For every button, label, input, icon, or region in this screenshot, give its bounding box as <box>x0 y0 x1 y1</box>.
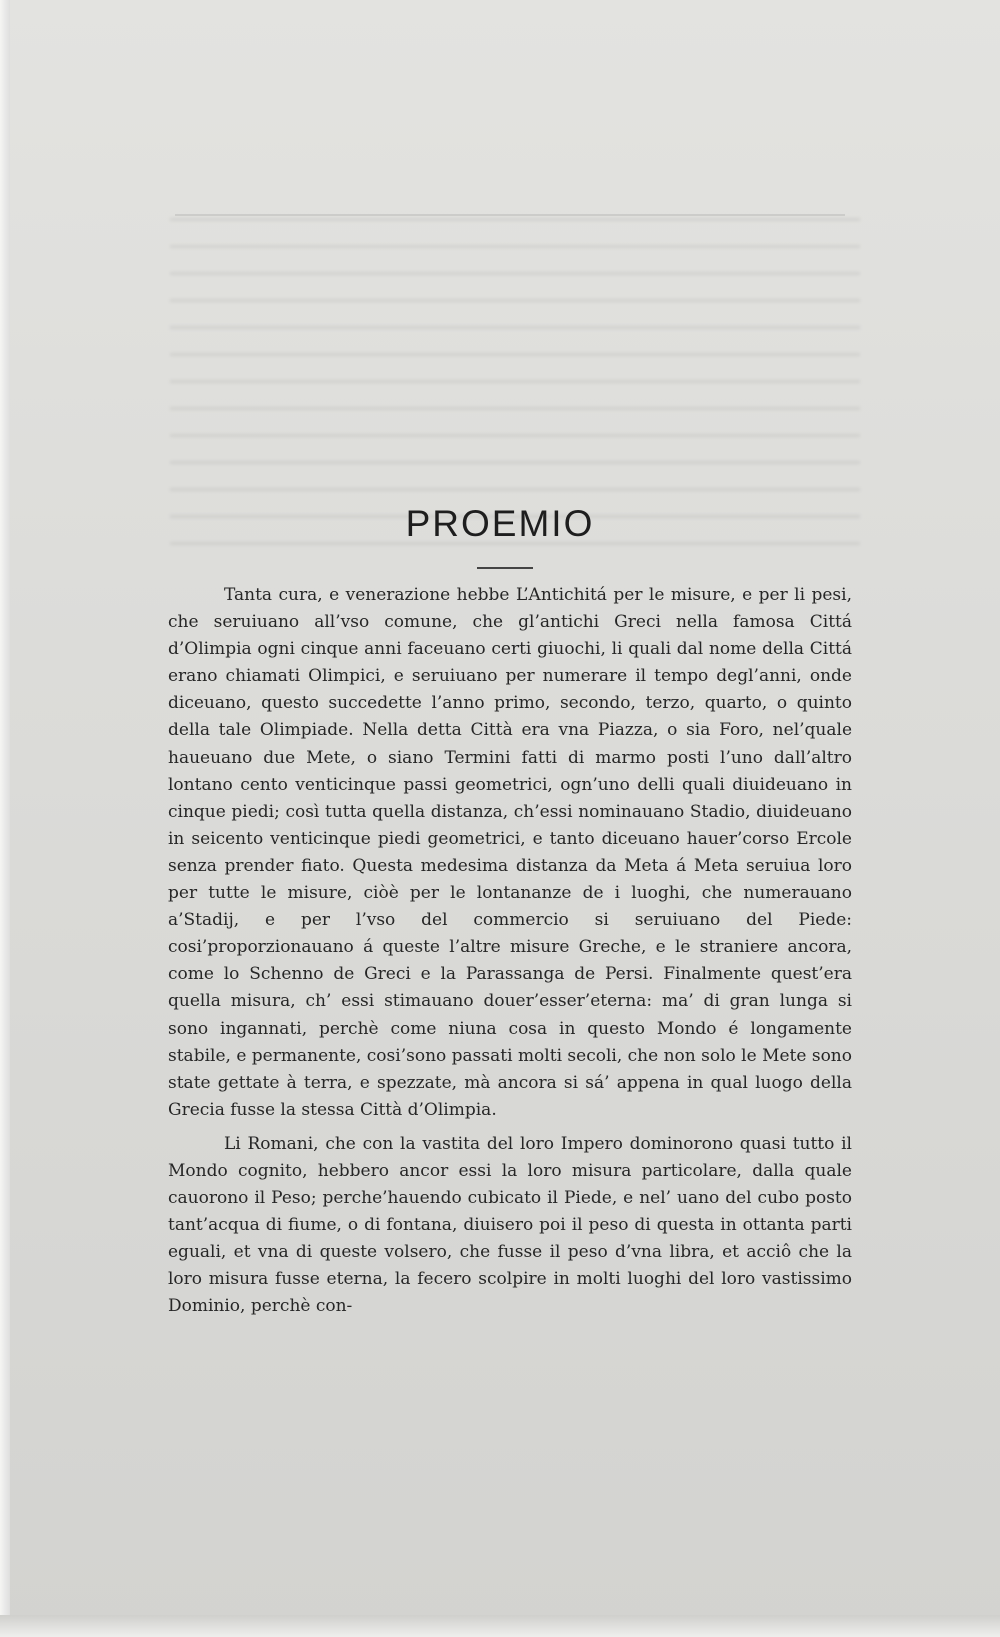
page-edge-bottom <box>0 1615 1000 1637</box>
title-divider <box>477 567 533 569</box>
paragraph-2: Li Romani, che con la vastita del loro Impero dominorono quasi tutto il Mondo cognito, hebbero ancor essi la loro misura particolare, dalla quale cauorono il Peso; perche’hauendo cubicato il Piede, e nel’ uano del cubo posto tant’acqua di fiume, o di fontana, diuisero poi il peso di questa in ottanta parti eguali, et vna di queste volsero, che fusse il peso d’vna libra, et acciô che la loro misura fusse eterna, la fecero scolpire in molti luoghi del loro vastissimo Dominio, perchè con- <box>168 1133 852 1317</box>
show-through-rule <box>175 214 845 216</box>
paragraph-1: Tanta cura, e venerazione hebbe L’Antichitá per le misure, e per li pesi, che seruiuano all’vso comune, che gl’antichi Greci nella famosa Cittá d’Olimpia ogni cinque anni faceuano certi giuochi, li quali dal nome della Cittá erano chiamati Olimpici, e seruiuano per numerare il tempo degl’anni, onde diceuano, questo succedette l’anno primo, secondo, terzo, quarto, o quinto della tale Olimpiade. Nella detta Città era vna Piazza, o sia Foro, nel’quale haueuano due Mete, o siano Termini fatti di marmo posti l’uno dall’altro lontano cento venticinque passi geometrici, ogn’uno delli quali diuideuano in cinque piedi; così tutta quella distanza, ch’essi nominauano Stadio, diuideuano in seicento venticinque piedi geometrici, e tanto diceuano hauer’corso Ercole senza prender fiato. Questa medesima distanza da Meta á Meta seruiua loro per tutte le misure, ciòè per le lontananze de i luoghi, che numerauano a’Stadij, e per l’vso del commercio si seruiuano del Piede: cosi’proporzionauano á queste l’altre misure Greche, e le straniere ancora, come lo Schenno de Greci e la Parassanga de Persi. Finalmente quest’era quella misura, ch’ essi stimauano douer’esser’eterna: ma’ di gran lunga si sono ingannati, perchè come niuna cosa in questo Mondo é longamente stabile, e permanente, cosi’sono passati molti secoli, che non solo le Mete sono state gettate à terra, e spezzate, mà ancora si sá’ appena in qual luogo della Grecia fusse la stessa Città d’Olimpia. <box>168 585 852 1120</box>
page-title: PROEMIO <box>405 503 595 544</box>
page-edge-left <box>0 0 10 1637</box>
body-text <box>168 582 852 1321</box>
